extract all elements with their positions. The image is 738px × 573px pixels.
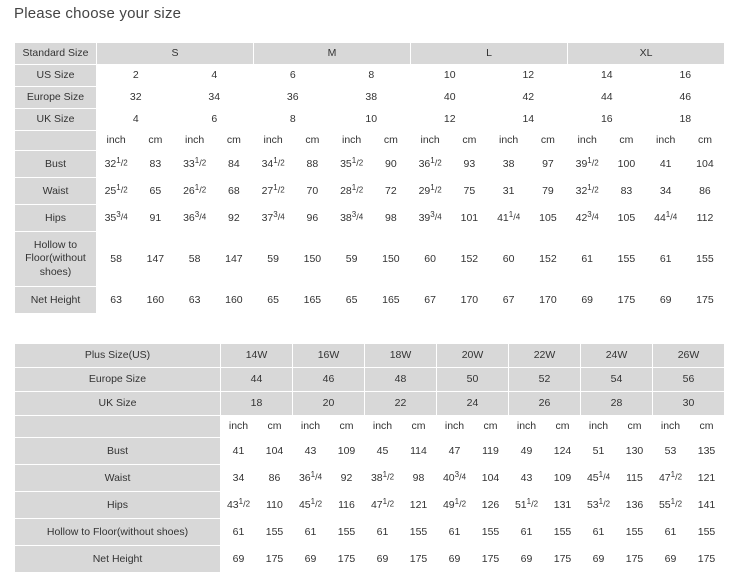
- measure-cell: 61: [568, 232, 607, 287]
- unit-cell: cm: [450, 131, 489, 151]
- measure-cell: 92: [214, 205, 253, 232]
- size-row: [15, 87, 725, 109]
- measure-cell: 79: [528, 178, 567, 205]
- measure-cell: 58: [175, 232, 214, 287]
- unit-cell: inch: [97, 131, 136, 151]
- measure-cell: $25^1/_2$: [97, 178, 136, 205]
- measure-cell: 155: [545, 519, 581, 546]
- measure-cell: 53: [653, 438, 689, 465]
- unit-cell: inch: [489, 131, 528, 151]
- size-group-m: M: [254, 43, 411, 65]
- unit-cell: cm: [528, 131, 567, 151]
- unit-cell: inch: [175, 131, 214, 151]
- plus-size-value: 16W: [293, 344, 365, 368]
- measure-cell: $35^3/_4$: [97, 205, 136, 232]
- measure-cell: 34: [646, 178, 685, 205]
- unit-cell: cm: [136, 131, 175, 151]
- measure-row: [15, 519, 725, 546]
- plus-size-value: 14W: [221, 344, 293, 368]
- measure-cell: $36^1/_4$: [293, 465, 329, 492]
- measure-cell: 60: [411, 232, 450, 287]
- measure-cell: 175: [685, 287, 724, 314]
- measure-cell: 175: [473, 546, 509, 573]
- size-value: 32: [97, 87, 176, 109]
- row-label: Bust: [15, 438, 221, 465]
- measure-cell: $47^1/_2$: [653, 465, 689, 492]
- size-value: 54: [581, 368, 653, 392]
- plus-size-label: Plus Size(US): [15, 344, 221, 368]
- measure-cell: 124: [545, 438, 581, 465]
- measure-cell: 61: [437, 519, 473, 546]
- measure-cell: 43: [293, 438, 329, 465]
- measure-cell: 61: [509, 519, 545, 546]
- size-value: 28: [581, 392, 653, 416]
- measure-cell: 155: [685, 232, 724, 287]
- measure-cell: 60: [489, 232, 528, 287]
- measure-cell: 112: [685, 205, 724, 232]
- measure-cell: 61: [653, 519, 689, 546]
- size-value: 12: [489, 65, 568, 87]
- size-value: 34: [175, 87, 254, 109]
- measure-cell: 155: [401, 519, 437, 546]
- size-value: 10: [332, 109, 411, 131]
- measure-cell: 175: [329, 546, 365, 573]
- measure-cell: 147: [214, 232, 253, 287]
- measure-cell: 116: [329, 492, 365, 519]
- unit-cell: inch: [437, 416, 473, 438]
- unit-cell: cm: [214, 131, 253, 151]
- size-value: 56: [653, 368, 725, 392]
- unit-row: [15, 416, 725, 438]
- measure-cell: 100: [607, 151, 646, 178]
- size-value: 42: [489, 87, 568, 109]
- measure-cell: $32^1/_2$: [568, 178, 607, 205]
- measure-cell: $35^1/_2$: [332, 151, 371, 178]
- measure-cell: 92: [329, 465, 365, 492]
- measure-cell: 150: [293, 232, 332, 287]
- unit-cell: cm: [293, 131, 332, 151]
- row-label-empty: [15, 131, 97, 151]
- measure-cell: $36^3/_4$: [175, 205, 214, 232]
- row-label: Europe Size: [15, 368, 221, 392]
- measure-cell: $43^1/_2$: [221, 492, 257, 519]
- measure-cell: 175: [257, 546, 293, 573]
- measure-cell: $55^1/_2$: [653, 492, 689, 519]
- measure-cell: 45: [365, 438, 401, 465]
- measure-cell: 69: [365, 546, 401, 573]
- unit-cell: cm: [689, 416, 725, 438]
- measure-cell: 104: [257, 438, 293, 465]
- measure-cell: $32^1/_2$: [97, 151, 136, 178]
- size-value: 44: [221, 368, 293, 392]
- plus-size-header-row: [15, 344, 725, 368]
- unit-cell: inch: [254, 131, 293, 151]
- measure-cell: 175: [545, 546, 581, 573]
- measure-cell: 49: [509, 438, 545, 465]
- measure-cell: $47^1/_2$: [365, 492, 401, 519]
- unit-cell: cm: [371, 131, 410, 151]
- measure-cell: $41^1/_4$: [489, 205, 528, 232]
- page-title: Please choose your size: [14, 5, 182, 22]
- measure-cell: 83: [136, 151, 175, 178]
- measure-cell: 150: [371, 232, 410, 287]
- measure-cell: 155: [473, 519, 509, 546]
- measure-cell: 69: [437, 546, 473, 573]
- measure-cell: 31: [489, 178, 528, 205]
- size-value: 46: [646, 87, 725, 109]
- measure-cell: 165: [371, 287, 410, 314]
- measure-cell: $39^1/_2$: [568, 151, 607, 178]
- measure-cell: 121: [401, 492, 437, 519]
- size-row: [15, 65, 725, 87]
- measure-cell: $28^1/_2$: [332, 178, 371, 205]
- size-value: 4: [97, 109, 176, 131]
- size-row: [15, 392, 725, 416]
- measure-cell: 69: [509, 546, 545, 573]
- measure-cell: $40^3/_4$: [437, 465, 473, 492]
- measure-cell: 47: [437, 438, 473, 465]
- size-value: 46: [293, 368, 365, 392]
- standard-size-header-row: [15, 43, 725, 65]
- measure-cell: $38^1/_2$: [365, 465, 401, 492]
- row-label: US Size: [15, 65, 97, 87]
- measure-cell: 98: [371, 205, 410, 232]
- measure-cell: 141: [689, 492, 725, 519]
- measure-row: [15, 151, 725, 178]
- row-label: Hips: [15, 205, 97, 232]
- measure-cell: 155: [689, 519, 725, 546]
- size-value: 18: [221, 392, 293, 416]
- row-label: Europe Size: [15, 87, 97, 109]
- row-label: Waist: [15, 465, 221, 492]
- unit-cell: inch: [509, 416, 545, 438]
- size-value: 6: [175, 109, 254, 131]
- measure-cell: 63: [97, 287, 136, 314]
- size-value: 16: [646, 65, 725, 87]
- unit-cell: cm: [545, 416, 581, 438]
- size-value: 6: [254, 65, 333, 87]
- unit-cell: inch: [568, 131, 607, 151]
- measure-cell: $45^1/_2$: [293, 492, 329, 519]
- measure-cell: 69: [646, 287, 685, 314]
- measure-cell: 97: [528, 151, 567, 178]
- measure-cell: 86: [685, 178, 724, 205]
- measure-cell: 69: [653, 546, 689, 573]
- measure-cell: 61: [293, 519, 329, 546]
- size-group-s: S: [97, 43, 254, 65]
- measure-cell: 38: [489, 151, 528, 178]
- measure-row: [15, 232, 725, 287]
- size-value: 8: [254, 109, 333, 131]
- measure-cell: 121: [689, 465, 725, 492]
- measure-cell: $38^3/_4$: [332, 205, 371, 232]
- unit-cell: cm: [685, 131, 724, 151]
- measure-cell: 67: [489, 287, 528, 314]
- row-label: Net Height: [15, 287, 97, 314]
- size-value: 22: [365, 392, 437, 416]
- measure-cell: 96: [293, 205, 332, 232]
- measure-cell: 65: [332, 287, 371, 314]
- measure-cell: $42^3/_4$: [568, 205, 607, 232]
- measure-cell: 155: [607, 232, 646, 287]
- measure-cell: $53^1/_2$: [581, 492, 617, 519]
- plus-size-value: 18W: [365, 344, 437, 368]
- measure-cell: 110: [257, 492, 293, 519]
- measure-cell: 69: [581, 546, 617, 573]
- unit-cell: inch: [653, 416, 689, 438]
- measure-cell: 41: [221, 438, 257, 465]
- measure-cell: 91: [136, 205, 175, 232]
- measure-cell: 109: [329, 438, 365, 465]
- measure-cell: $51^1/_2$: [509, 492, 545, 519]
- measure-cell: 41: [646, 151, 685, 178]
- row-label: Hollow to Floor(without shoes): [15, 232, 97, 287]
- measure-cell: 59: [254, 232, 293, 287]
- measure-cell: $26^1/_2$: [175, 178, 214, 205]
- size-value: 14: [489, 109, 568, 131]
- size-value: 14: [568, 65, 647, 87]
- unit-cell: cm: [401, 416, 437, 438]
- size-value: 44: [568, 87, 647, 109]
- row-label: Bust: [15, 151, 97, 178]
- measure-cell: 105: [607, 205, 646, 232]
- measure-cell: 70: [293, 178, 332, 205]
- measure-cell: 126: [473, 492, 509, 519]
- measure-row: [15, 205, 725, 232]
- measure-cell: 147: [136, 232, 175, 287]
- measure-cell: 72: [371, 178, 410, 205]
- row-label-empty: [15, 416, 221, 438]
- measure-cell: $49^1/_2$: [437, 492, 473, 519]
- measure-cell: 175: [401, 546, 437, 573]
- row-label: Net Height: [15, 546, 221, 573]
- measure-cell: 152: [450, 232, 489, 287]
- measure-cell: 101: [450, 205, 489, 232]
- unit-cell: cm: [473, 416, 509, 438]
- measure-cell: $39^3/_4$: [411, 205, 450, 232]
- size-group-l: L: [411, 43, 568, 65]
- measure-cell: 58: [97, 232, 136, 287]
- size-group-xl: XL: [568, 43, 725, 65]
- measure-cell: 93: [450, 151, 489, 178]
- measure-cell: 69: [568, 287, 607, 314]
- plus-size-value: 26W: [653, 344, 725, 368]
- measure-cell: 119: [473, 438, 509, 465]
- measure-cell: 98: [401, 465, 437, 492]
- measure-row: [15, 546, 725, 573]
- size-value: 38: [332, 87, 411, 109]
- plus-size-value: 24W: [581, 344, 653, 368]
- measure-row: [15, 465, 725, 492]
- measure-cell: 175: [689, 546, 725, 573]
- measure-cell: 109: [545, 465, 581, 492]
- measure-row: [15, 438, 725, 465]
- size-value: 52: [509, 368, 581, 392]
- measure-cell: 155: [617, 519, 653, 546]
- row-label: Hollow to Floor(without shoes): [15, 519, 221, 546]
- measure-cell: 69: [293, 546, 329, 573]
- measure-cell: 115: [617, 465, 653, 492]
- measure-cell: 69: [221, 546, 257, 573]
- size-value: 2: [97, 65, 176, 87]
- unit-cell: cm: [329, 416, 365, 438]
- measure-cell: 130: [617, 438, 653, 465]
- measure-cell: $45^1/_4$: [581, 465, 617, 492]
- measure-cell: 63: [175, 287, 214, 314]
- unit-cell: cm: [607, 131, 646, 151]
- measure-cell: 136: [617, 492, 653, 519]
- size-value: 50: [437, 368, 509, 392]
- unit-cell: inch: [365, 416, 401, 438]
- measure-cell: 152: [528, 232, 567, 287]
- size-row: [15, 109, 725, 131]
- measure-cell: 75: [450, 178, 489, 205]
- measure-cell: 61: [365, 519, 401, 546]
- measure-cell: $44^1/_4$: [646, 205, 685, 232]
- unit-cell: inch: [332, 131, 371, 151]
- measure-cell: 65: [254, 287, 293, 314]
- plus-size-value: 22W: [509, 344, 581, 368]
- measure-cell: 155: [257, 519, 293, 546]
- measure-cell: 34: [221, 465, 257, 492]
- measure-cell: 165: [293, 287, 332, 314]
- size-value: 10: [411, 65, 490, 87]
- measure-cell: 61: [581, 519, 617, 546]
- measure-cell: 131: [545, 492, 581, 519]
- plus-size-table: [14, 343, 725, 573]
- measure-cell: 114: [401, 438, 437, 465]
- size-value: 36: [254, 87, 333, 109]
- unit-cell: inch: [411, 131, 450, 151]
- measure-cell: 104: [473, 465, 509, 492]
- measure-cell: 90: [371, 151, 410, 178]
- measure-row: [15, 287, 725, 314]
- standard-size-table: [14, 42, 725, 314]
- size-value: 30: [653, 392, 725, 416]
- measure-cell: $29^1/_2$: [411, 178, 450, 205]
- size-value: 8: [332, 65, 411, 87]
- size-value: 48: [365, 368, 437, 392]
- unit-cell: inch: [293, 416, 329, 438]
- measure-cell: $27^1/_2$: [254, 178, 293, 205]
- measure-cell: 160: [214, 287, 253, 314]
- size-value: 24: [437, 392, 509, 416]
- measure-cell: 68: [214, 178, 253, 205]
- measure-cell: 175: [617, 546, 653, 573]
- measure-cell: 51: [581, 438, 617, 465]
- standard-size-label: Standard Size: [15, 43, 97, 65]
- measure-cell: 61: [646, 232, 685, 287]
- measure-cell: 170: [528, 287, 567, 314]
- measure-cell: 104: [685, 151, 724, 178]
- unit-row: [15, 131, 725, 151]
- unit-cell: inch: [581, 416, 617, 438]
- measure-cell: $36^1/_2$: [411, 151, 450, 178]
- size-value: 18: [646, 109, 725, 131]
- unit-cell: cm: [257, 416, 293, 438]
- row-label: Waist: [15, 178, 97, 205]
- measure-cell: 83: [607, 178, 646, 205]
- measure-cell: 59: [332, 232, 371, 287]
- measure-cell: 175: [607, 287, 646, 314]
- unit-cell: cm: [617, 416, 653, 438]
- measure-cell: $37^3/_4$: [254, 205, 293, 232]
- row-label: Hips: [15, 492, 221, 519]
- size-row: [15, 368, 725, 392]
- measure-cell: $34^1/_2$: [254, 151, 293, 178]
- measure-cell: $33^1/_2$: [175, 151, 214, 178]
- measure-cell: 67: [411, 287, 450, 314]
- row-label: UK Size: [15, 109, 97, 131]
- size-value: 12: [411, 109, 490, 131]
- unit-cell: inch: [221, 416, 257, 438]
- measure-cell: 155: [329, 519, 365, 546]
- size-value: 4: [175, 65, 254, 87]
- measure-cell: 61: [221, 519, 257, 546]
- measure-cell: 43: [509, 465, 545, 492]
- measure-row: [15, 492, 725, 519]
- size-value: 20: [293, 392, 365, 416]
- measure-cell: 135: [689, 438, 725, 465]
- measure-cell: 88: [293, 151, 332, 178]
- size-value: 16: [568, 109, 647, 131]
- measure-cell: 105: [528, 205, 567, 232]
- measure-cell: 84: [214, 151, 253, 178]
- row-label: UK Size: [15, 392, 221, 416]
- size-value: 26: [509, 392, 581, 416]
- plus-size-value: 20W: [437, 344, 509, 368]
- measure-cell: 170: [450, 287, 489, 314]
- measure-row: [15, 178, 725, 205]
- measure-cell: 86: [257, 465, 293, 492]
- measure-cell: 160: [136, 287, 175, 314]
- size-value: 40: [411, 87, 490, 109]
- measure-cell: 65: [136, 178, 175, 205]
- unit-cell: inch: [646, 131, 685, 151]
